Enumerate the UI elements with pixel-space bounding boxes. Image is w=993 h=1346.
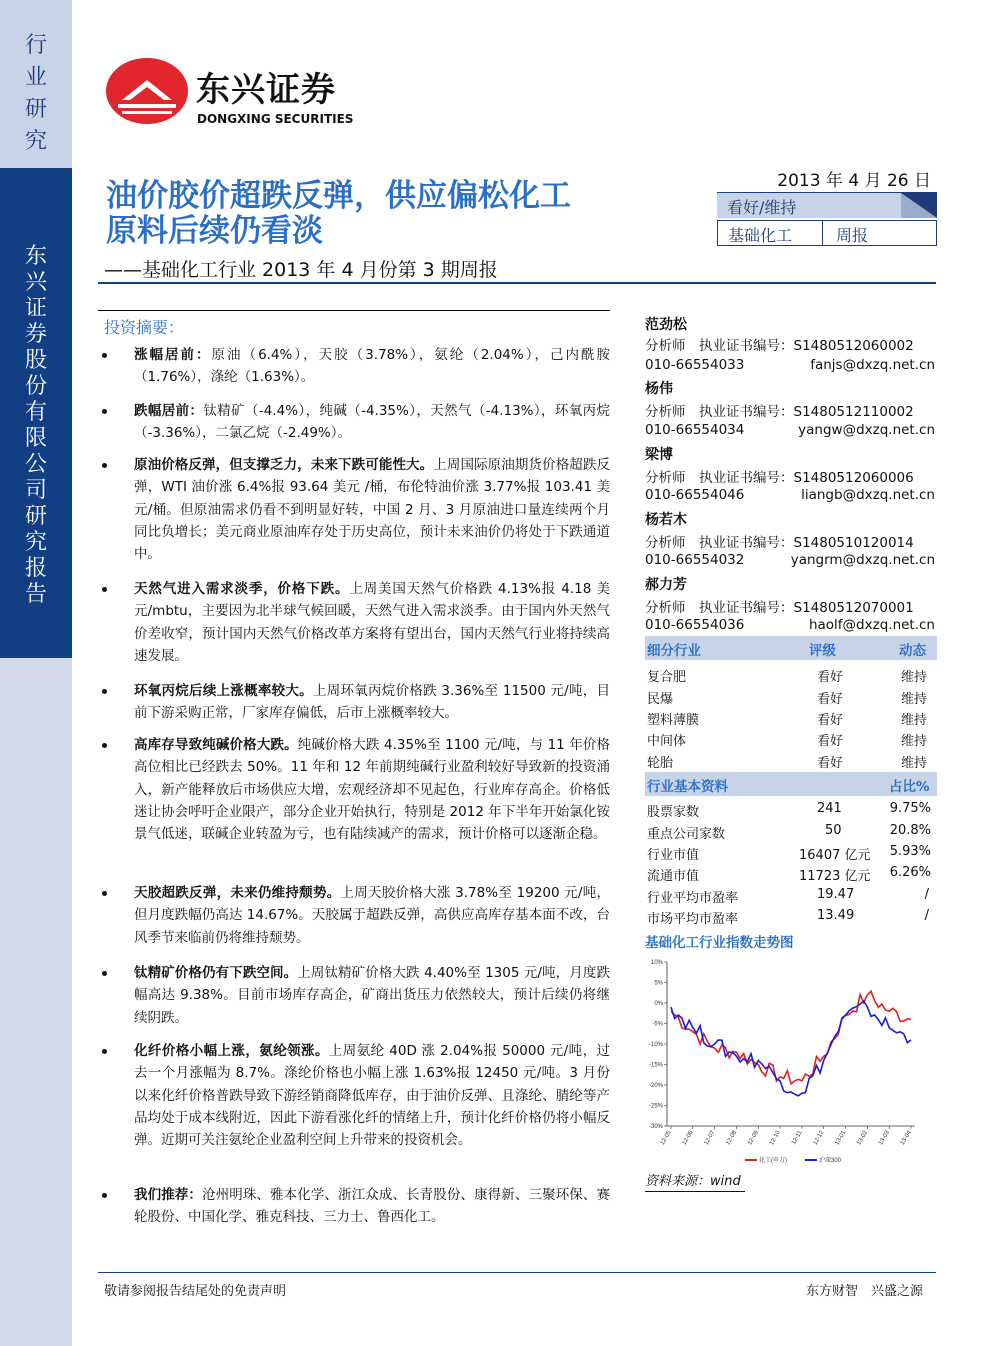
analyst-email[interactable]: yangrm@dxzq.net.cn: [790, 552, 935, 568]
cell: 维持: [901, 670, 928, 685]
table-row: [645, 842, 937, 864]
company-logo: [104, 56, 364, 132]
y-tick-label: -30%: [648, 1124, 663, 1130]
industry-tag: 基础化工: [728, 226, 793, 245]
summary-bullet: [98, 1184, 610, 1229]
summary-bullet: [98, 400, 610, 445]
report-subtitle: ——基础化工行业 2013 年 4 月份第 3 期周报: [104, 259, 498, 281]
cell: 维持: [901, 734, 928, 749]
bullet-body: 纯碱价格大跌 4.35%至 1100 元/吨，与 11 年价格高位相比已经跌去 50%。11 年和 12 年前期纯碱行业盈利较好导致新的投资涌入，新产能释放后市场供应大增，宏观经济却不见起色，行业库存高企。价格低迷让协会呼吁企业限产，部分企业开始执行，特别是 2012 年下半年开始氯化铵景气低迷，联碱企业转盈为亏，也有陆续减产的需求，预计价格可以逐渐企稳。: [134, 737, 610, 843]
bullet-head: 原油价格反弹，但支撑乏力，未来下跌可能性大。: [134, 457, 434, 473]
analyst-cert: 分析师 执业证书编号：S1480512110002: [645, 404, 914, 420]
analyst-phone: 010-66554036: [645, 617, 745, 633]
bullet-head: 环氧丙烷后续上涨概率较大。: [134, 683, 313, 699]
analyst-cert: 分析师 执业证书编号：S1480510120014: [645, 535, 914, 551]
table-row: [645, 885, 937, 907]
table-row: [645, 750, 937, 772]
analyst-cert: 分析师 执业证书编号：S1480512070001: [645, 600, 914, 616]
bullet-body: 沧州明珠、雅本化学、浙江众成、长青股份、康得新、三聚环保、赛轮股份、中国化学、雅克科技、三力士、鲁西化工。: [134, 1187, 611, 1226]
cell: 民爆: [647, 692, 674, 707]
summary-header: [98, 310, 610, 340]
x-tick-label: 12-06: [681, 1130, 695, 1147]
rating-row: [717, 193, 937, 218]
bullet-icon: [102, 463, 107, 468]
tag-divider: [822, 221, 823, 245]
bullet-body: 上周氨纶 40D 涨 2.04%报 50000 元/吨，过去一个月涨幅为 8.7%。涤纶价格也小幅上涨 1.63%报 12450 元/吨。3 月份以来化纤价格普跌导致下游经销商降低库存，由于油价反弹、且涤纶、腈纶等产品均处于成本线附近，因此下游看涨化纤的情绪上升，预计化纤价格仍将小幅反弹。近期可关注氨纶企业盈利空间上升带来的投资机会。: [134, 1043, 610, 1149]
sidebar-top-label: 行业研究: [24, 33, 47, 154]
col-share: 占比%: [889, 779, 930, 795]
y-tick-label: 5%: [654, 980, 663, 987]
bullet-icon: [102, 743, 107, 748]
legend-label: 沪深300: [819, 1158, 842, 1164]
cell: 复合肥: [647, 670, 687, 685]
header-rule: [98, 282, 936, 284]
cell: 市场平均市盈率: [647, 912, 739, 927]
report-tags: [717, 220, 937, 246]
cell: 看好: [817, 670, 844, 685]
summary-header-label: 投资摘要：: [104, 318, 185, 337]
sub-industry-header: [645, 636, 937, 660]
index-trend-chart: [645, 954, 937, 1172]
chart-yticks: [649, 960, 667, 1130]
summary-bullet: [98, 1040, 610, 1151]
summary-bullet: [98, 734, 610, 845]
x-tick-label: 12-11: [790, 1130, 804, 1146]
cell: 5.93%: [889, 844, 931, 859]
cell: 行业市值: [647, 848, 700, 863]
bullet-body: 上周国际原油期货价格超跌反弹，WTI 油价涨 6.4%报 93.64 美元 /桶，布伦特油价涨 3.77%报 103.41 美元/桶。但原油需求仍看不到明显好转，中国 2 月、3 月原油进口量连续两个月同比负增长；美元商业原油库存处于历史高位，预计未来油价仍将处于下跌通道中。: [134, 457, 611, 563]
x-tick-label: 12-10: [768, 1130, 782, 1147]
corner-decoration-icon: [901, 193, 937, 218]
analyst-name: 梁博: [645, 447, 673, 463]
y-tick-label: 0%: [654, 1001, 663, 1007]
col-basics: 行业基本资料: [647, 779, 728, 795]
x-tick-label: 13-01: [834, 1130, 848, 1147]
table-row: [645, 821, 937, 843]
bullet-icon: [102, 689, 107, 694]
bullet-head: 跌幅居前：: [134, 403, 204, 419]
cell: 行业平均市盈率: [647, 891, 739, 906]
table-row: [645, 664, 937, 686]
bullet-icon: [102, 1049, 107, 1054]
footer-rule: [98, 1272, 936, 1273]
bullet-head: 高库存导致纯碱价格大跌。: [134, 737, 298, 753]
analyst-cert: 分析师 执业证书编号：S1480512060006: [645, 470, 914, 486]
analyst-email[interactable]: liangb@dxzq.net.cn: [801, 487, 935, 503]
table-row: [645, 799, 937, 821]
series-line: [671, 991, 911, 1084]
table-row: [645, 863, 937, 885]
cell: 看好: [817, 692, 844, 707]
cell: 50: [825, 823, 842, 838]
bullet-icon: [102, 971, 107, 976]
summary-bullet: [98, 680, 610, 725]
summary-bullet: [98, 454, 610, 565]
bullet-head: 化纤价格小幅上涨，氨纶领涨。: [134, 1043, 329, 1059]
x-tick-label: 12-09: [747, 1130, 761, 1147]
y-tick-label: -25%: [648, 1103, 663, 1110]
chart-title: 基础化工行业指数走势图: [645, 935, 794, 951]
report-title-line2: 原料后续仍看淡: [106, 213, 323, 249]
y-tick-label: -15%: [648, 1062, 663, 1069]
bullet-icon: [102, 891, 107, 896]
bullet-icon: [102, 353, 107, 358]
cell: 股票家数: [647, 805, 700, 820]
rating-label: 看好/维持: [727, 198, 797, 217]
cell: 流通市值: [647, 869, 700, 884]
table-row: [645, 707, 937, 729]
logo-text-en: DONGXING SECURITIES: [197, 112, 354, 126]
chart-legend: [745, 1156, 842, 1164]
sidebar-bottom: [0, 658, 72, 1346]
bullet-icon: [102, 587, 107, 592]
analyst-name: 郝力芳: [645, 577, 687, 593]
report-type-tag: 周报: [836, 226, 869, 245]
chart-lines: [671, 991, 911, 1096]
bullet-head: 天然气进入需求淡季，价格下跌。: [134, 581, 350, 597]
bullet-head: 天胶超跌反弹，未来仍维持颓势。: [134, 885, 341, 901]
y-tick-label: -20%: [648, 1083, 663, 1089]
cell: 19.47: [817, 887, 855, 902]
analyst-email[interactable]: yangw@dxzq.net.cn: [798, 422, 935, 438]
cell: 重点公司家数: [647, 827, 726, 842]
y-tick-label: -5%: [652, 1021, 663, 1028]
cell: 中间体: [647, 734, 687, 749]
x-tick-label: 12-12: [812, 1130, 826, 1147]
bullet-body: 上周钛精矿价格大跌 4.40%至 1305 元/吨，月度跌幅高达 9.38%。目前市场库存高企，矿商出货压力依然较大，预计后续仍将继续阴跌。: [134, 965, 610, 1026]
summary-bullet: [98, 578, 610, 667]
x-tick-label: 13-04: [899, 1130, 913, 1147]
x-tick-label: 13-02: [856, 1130, 870, 1147]
summary-bullet: [98, 344, 610, 389]
report-title-line1: 油价胶价超跌反弹，供应偏松化工: [106, 178, 571, 214]
x-tick-label: 12-05: [659, 1130, 673, 1147]
analyst-name: 杨若木: [645, 512, 687, 528]
y-tick-label: -10%: [648, 1042, 663, 1048]
sidebar-top: [0, 0, 72, 168]
sidebar-main: [0, 168, 72, 658]
legend-label: 化工(申万): [759, 1158, 787, 1164]
col-sub-industry: 细分行业: [647, 643, 701, 659]
cell: 看好: [817, 756, 844, 771]
logo-mark-icon: [104, 56, 190, 126]
report-date: 2013 年 4 月 26 日: [777, 171, 931, 191]
footer-slogan: 东方财智 兴盛之源: [805, 1284, 923, 1299]
analyst-contact: [645, 357, 935, 373]
bullet-head: 我们推荐：: [134, 1187, 203, 1203]
cell: 轮胎: [647, 756, 674, 771]
cell: 维持: [901, 713, 928, 728]
cell: 塑料薄膜: [647, 713, 700, 728]
col-trend: 动态: [899, 643, 926, 659]
analyst-phone: 010-66554032: [645, 552, 745, 568]
report-info-box: [717, 164, 937, 246]
analyst-phone: 010-66554034: [645, 422, 745, 438]
cell: 维持: [901, 756, 928, 771]
bullet-body: 上周美国天然气价格跌 4.13%报 4.18 美元/mbtu，主要因为北半球气候回暖，天然气进入需求淡季。由于国内外天然气价差收窄，预计国内天然气价格改革方案将有望出台，国内天然气行业将持续高速发展。: [134, 581, 610, 664]
summary-bullet: [98, 962, 610, 1029]
cell: 16407 亿元: [799, 848, 871, 863]
analyst-cert: 分析师 执业证书编号：S1480512060002: [645, 338, 914, 354]
bullet-head: 钛精矿价格仍有下跌空间。: [134, 965, 298, 981]
cell: 9.75%: [889, 801, 931, 816]
footer-disclaimer: 敬请参阅报告结尾处的免责声明: [104, 1284, 287, 1299]
analyst-contact: [645, 487, 935, 503]
analyst-phone: 010-66554046: [645, 487, 745, 503]
analyst-contact: [645, 617, 935, 633]
industry-basics-header: [645, 772, 937, 796]
analyst-contact: [645, 552, 935, 568]
table-row: [645, 906, 937, 928]
analyst-name: 杨伟: [645, 381, 673, 397]
bullet-head: 涨幅居前：: [134, 347, 212, 363]
sidebar-main-label: 东兴证券股份有限公司研究报告: [24, 244, 47, 607]
bullet-body: 上周天胶价格大涨 3.78%至 19200 元/吨，但月度跌幅仍高达 14.67%。天胶属于超跌反弹，高供应高库存基本面不改，台风季节来临前仍将维持颓势。: [134, 885, 610, 946]
chart-xticks: [660, 1126, 913, 1146]
cell: 11723 亿元: [799, 869, 871, 884]
bullet-icon: [102, 409, 107, 414]
chart-source: 资料来源：wind: [645, 1174, 741, 1189]
x-tick-label: 13-03: [878, 1130, 891, 1147]
logo-text-cn: 东兴证券: [196, 70, 336, 110]
bullet-icon: [102, 1193, 107, 1198]
x-tick-label: 12-07: [703, 1130, 717, 1147]
cell: 维持: [901, 692, 928, 707]
table-row: [645, 686, 937, 708]
analyst-contact: [645, 422, 935, 438]
cell: 看好: [817, 734, 844, 749]
bullet-body: 上周环氧丙烷价格跌 3.36%至 11500 元/吨，目前下游采购正常，厂家库存偏低，后市上涨概率较大。: [134, 683, 610, 722]
cell: /: [924, 908, 929, 923]
analyst-name: 范劲松: [645, 317, 687, 333]
analyst-email[interactable]: haolf@dxzq.net.cn: [808, 617, 935, 633]
analyst-phone: 010-66554033: [645, 357, 745, 373]
cell: 13.49: [817, 908, 855, 923]
cell: 241: [817, 801, 842, 816]
bullet-body: 原油（6.4%），天胶（3.78%），氨纶（2.04%），己内酰胺（1.76%），涤纶（1.63%）。: [134, 347, 611, 386]
cell: 看好: [817, 713, 844, 728]
table-row: [645, 728, 937, 750]
cell: /: [924, 887, 929, 902]
cell: 6.26%: [889, 865, 931, 880]
summary-bullet: [98, 882, 610, 949]
chart-source-rule: [645, 1191, 745, 1192]
analyst-email[interactable]: fanjs@dxzq.net.cn: [810, 357, 935, 373]
cell: 20.8%: [889, 823, 931, 838]
col-rating: 评级: [809, 643, 836, 659]
y-tick-label: 10%: [650, 960, 663, 966]
x-tick-label: 12-08: [725, 1130, 739, 1147]
bullet-body: 钛精矿（-4.4%），纯碱（-4.35%），天然气（-4.13%），环氧丙烷（-3.36%），二氯乙烷（-2.49%）。: [134, 403, 610, 442]
